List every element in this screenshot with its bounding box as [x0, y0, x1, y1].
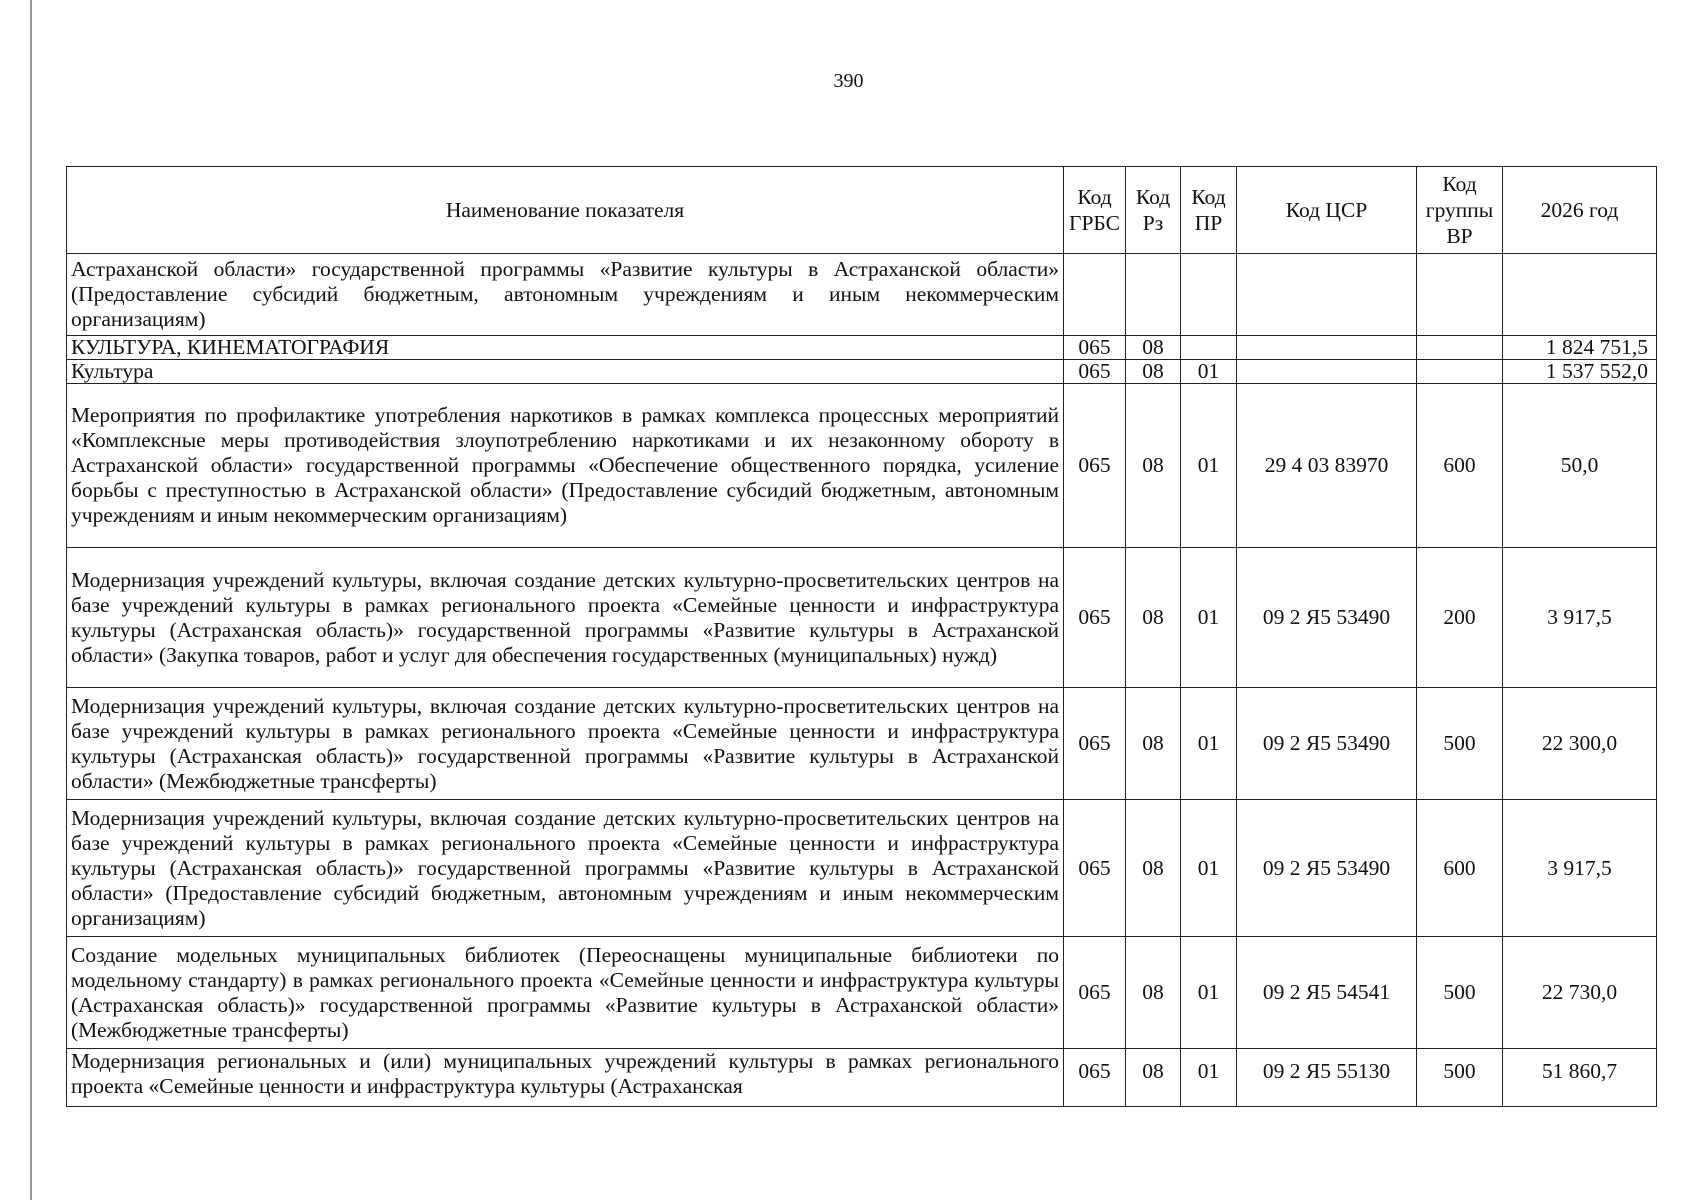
- table-row: [67, 1049, 1657, 1107]
- row-pr: 01: [1181, 384, 1237, 548]
- page-number: 390: [833, 70, 864, 92]
- row-grbs: 065: [1064, 548, 1126, 688]
- row-vr: 600: [1417, 800, 1503, 937]
- row-amount: 1 537 552,0: [1503, 360, 1657, 384]
- table-row: [67, 254, 1657, 336]
- row-name: Модернизация учреждений культуры, включая создание детских культурно-просветительских центров на базе учреждений культуры в рамках регионального проекта «Семейные ценности и инфраструктура культуры (Астраханская область)» государственной программы «Развитие культуры в Астраханской области» (Предоставление субсидий бюджетным, автономным учреждениям и иным некоммерческим организациям): [67, 800, 1064, 937]
- row-rz: 08: [1126, 384, 1181, 548]
- header-pr: Код ПР: [1181, 167, 1237, 254]
- row-rz: 08: [1126, 937, 1181, 1049]
- row-rz: 08: [1126, 360, 1181, 384]
- row-csr: 29 4 03 83970: [1237, 384, 1417, 548]
- row-vr: [1417, 336, 1503, 360]
- row-amount: 1 824 751,5: [1503, 336, 1657, 360]
- row-pr: 01: [1181, 937, 1237, 1049]
- row-grbs: 065: [1064, 937, 1126, 1049]
- row-rz: 08: [1126, 688, 1181, 800]
- row-csr: [1237, 336, 1417, 360]
- row-grbs: 065: [1064, 384, 1126, 548]
- row-name: Мероприятия по профилактике употребления наркотиков в рамках комплекса процессных мероприятий «Комплексные меры противодействия злоупотреблению наркотиками и их незаконному обороту в Астраханской области» государственной программы «Обеспечение общественного порядка, усиление борьбы с преступностью в Астраханской области» (Предоставление субсидий бюджетным, автономным учреждениям и иным некоммерческим организациям): [67, 384, 1064, 548]
- row-csr: 09 2 Я5 53490: [1237, 548, 1417, 688]
- row-vr: [1417, 360, 1503, 384]
- row-name: Модернизация учреждений культуры, включая создание детских культурно-просветительских центров на базе учреждений культуры в рамках регионального проекта «Семейные ценности и инфраструктура культуры (Астраханская область)» государственной программы «Развитие культуры в Астраханской области» (Межбюджетные трансферты): [67, 688, 1064, 800]
- row-vr: 500: [1417, 937, 1503, 1049]
- row-amount: [1503, 254, 1657, 336]
- table-row: [67, 384, 1657, 548]
- row-pr: 01: [1181, 800, 1237, 937]
- row-grbs: 065: [1064, 688, 1126, 800]
- row-amount: 51 860,7: [1503, 1049, 1657, 1107]
- header-rz: Код Рз: [1126, 167, 1181, 254]
- row-grbs: [1064, 254, 1126, 336]
- row-vr: 500: [1417, 1049, 1503, 1107]
- row-amount: 22 730,0: [1503, 937, 1657, 1049]
- row-grbs: 065: [1064, 1049, 1126, 1107]
- row-amount: 3 917,5: [1503, 548, 1657, 688]
- row-csr: 09 2 Я5 53490: [1237, 800, 1417, 937]
- table-row: [67, 360, 1657, 384]
- row-csr: [1237, 360, 1417, 384]
- binding-margin-line: [30, 0, 32, 1200]
- budget-table: [66, 166, 1657, 1107]
- row-vr: 500: [1417, 688, 1503, 800]
- row-pr: [1181, 336, 1237, 360]
- row-csr: 09 2 Я5 53490: [1237, 688, 1417, 800]
- header-csr: Код ЦСР: [1237, 167, 1417, 254]
- row-grbs: 065: [1064, 336, 1126, 360]
- table-row: [67, 937, 1657, 1049]
- row-pr: 01: [1181, 688, 1237, 800]
- row-amount: 3 917,5: [1503, 800, 1657, 937]
- row-csr: 09 2 Я5 55130: [1237, 1049, 1417, 1107]
- table-row: [67, 336, 1657, 360]
- row-amount: 50,0: [1503, 384, 1657, 548]
- row-name: Модернизация региональных и (или) муниципальных учреждений культуры в рамках регионального проекта «Семейные ценности и инфраструктура культуры (Астраханская: [67, 1049, 1064, 1107]
- row-pr: 01: [1181, 548, 1237, 688]
- table-row: [67, 548, 1657, 688]
- header-year: 2026 год: [1503, 167, 1657, 254]
- row-name: Модернизация учреждений культуры, включая создание детских культурно-просветительских центров на базе учреждений культуры в рамках регионального проекта «Семейные ценности и инфраструктура культуры (Астраханская область)» государственной программы «Развитие культуры в Астраханской области» (Закупка товаров, работ и услуг для обеспечения государственных (муниципальных) нужд): [67, 548, 1064, 688]
- row-vr: 600: [1417, 384, 1503, 548]
- table-row: [67, 800, 1657, 937]
- row-amount: 22 300,0: [1503, 688, 1657, 800]
- row-csr: [1237, 254, 1417, 336]
- row-vr: 200: [1417, 548, 1503, 688]
- row-vr: [1417, 254, 1503, 336]
- row-csr: 09 2 Я5 54541: [1237, 937, 1417, 1049]
- table-header-row: [67, 167, 1657, 254]
- row-name: Создание модельных муниципальных библиотек (Переоснащены муниципальные библиотеки по модельному стандарту) в рамках регионального проекта «Семейные ценности и инфраструктура культуры (Астраханская область)» государственной программы «Развитие культуры в Астраханской области» (Межбюджетные трансферты): [67, 937, 1064, 1049]
- row-name: Культура: [67, 360, 1064, 384]
- row-name: Астраханской области» государственной программы «Развитие культуры в Астраханской области» (Предоставление субсидий бюджетным, автономным учреждениям и иным некоммерческим организациям): [67, 254, 1064, 336]
- header-name: Наименование показателя: [67, 167, 1064, 254]
- row-name: КУЛЬТУРА, КИНЕМАТОГРАФИЯ: [67, 336, 1064, 360]
- row-rz: 08: [1126, 336, 1181, 360]
- header-grbs: Код ГРБС: [1064, 167, 1126, 254]
- row-rz: 08: [1126, 548, 1181, 688]
- row-grbs: 065: [1064, 360, 1126, 384]
- row-grbs: 065: [1064, 800, 1126, 937]
- row-rz: 08: [1126, 1049, 1181, 1107]
- table-row: [67, 688, 1657, 800]
- row-pr: 01: [1181, 1049, 1237, 1107]
- row-rz: [1126, 254, 1181, 336]
- row-pr: 01: [1181, 360, 1237, 384]
- row-pr: [1181, 254, 1237, 336]
- row-rz: 08: [1126, 800, 1181, 937]
- header-vr: Код группы ВР: [1417, 167, 1503, 254]
